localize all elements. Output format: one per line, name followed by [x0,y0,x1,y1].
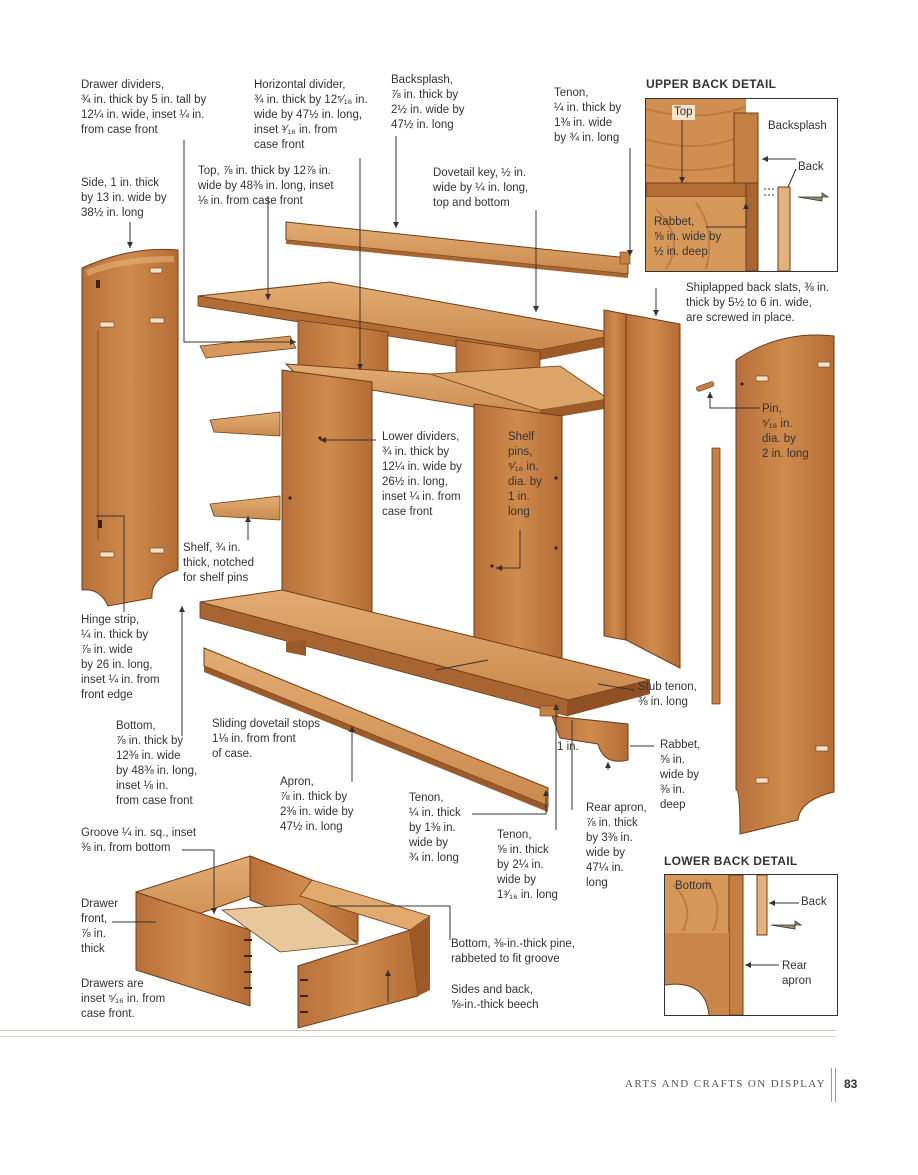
label-top: Top, ⅞ in. thick by 12⅞ in. wide by 48⅜ in. long, inset ⅛ in. from case front [198,165,334,207]
label-tenon-top: Tenon, ¼ in. thick by 1⅜ in. wide by ¾ in. long [554,87,622,144]
label-shelf-pins: Shelf pins, ⁵⁄₁₆ in. dia. by 1 in. long [508,431,542,518]
label-side: Side, 1 in. thick by 13 in. wide by 38½ in. long [81,177,167,219]
upper-detail-title: UPPER BACK DETAIL [646,77,777,91]
label-rear-apron: Rear apron, ⅞ in. thick by 3⅜ in. wide by 47¼ in. long [586,802,647,889]
lower-back-detail-panel [664,874,838,1016]
upper-back-detail-panel [645,98,838,272]
label-horizontal-divider: Horizontal divider, ¾ in. thick by 12⁵⁄₁₆ in. wide by 47½ in. long, inset ³⁄₁₆ in. from case front [254,79,368,151]
label-hinge-strip: Hinge strip, ¼ in. thick by ⅞ in. wide by 26 in. long, inset ¼ in. from front edge [81,614,160,701]
drawer-assembly [136,856,430,1028]
page-divider-bar [831,1068,832,1102]
lower-detail-title: LOWER BACK DETAIL [664,854,798,868]
back-slats [604,310,720,704]
label-shiplapped-slats: Shiplapped back slats, ⅜ in. thick by 5½ to 6 in. wide, are screwed in place. [686,282,830,324]
label-backsplash: Backsplash, ⅞ in. thick by 2½ in. wide by 47½ in. long [391,74,465,131]
left-shelves [210,412,280,520]
upper-detail-top: Top [674,106,693,118]
label-rabbet-right: Rabbet, ⅝ in. wide by ⅜ in. deep [660,739,701,811]
upper-detail-backsplash: Backsplash [768,120,827,132]
label-sliding-dovetail: Sliding dovetail stops 1⅛ in. from front of case. [212,718,321,760]
label-sides-back: Sides and back, ⅝-in.-thick beech [451,984,539,1011]
page-number: 83 [844,1077,858,1091]
label-dovetail-key: Dovetail key, ½ in. wide by ¼ in. long, top and bottom [433,167,529,209]
footer-rule [0,1030,836,1031]
label-groove: Groove ¼ in. sq., inset ⅜ in. from bottom [81,827,197,854]
backsplash-board [286,222,630,278]
label-drawer-bottom: Bottom, ⅜-in.-thick pine, rabbeted to fit groove [451,938,575,965]
lower-detail-bottom: Bottom [675,880,712,892]
label-apron: Apron, ⅞ in. thick by 2⅜ in. wide by 47½ in. long [280,776,354,833]
running-head: ARTS AND CRAFTS ON DISPLAY [625,1078,826,1090]
pin [696,381,715,392]
label-pin: Pin, ⁵⁄₁₆ in. dia. by 2 in. long [762,403,809,460]
upper-detail-rabbet: Rabbet, ⅝ in. wide by ½ in. deep [654,216,722,258]
label-lower-dividers: Lower dividers, ¾ in. thick by 12¼ in. wide by 26½ in. long, inset ¼ in. from case front [382,431,462,518]
left-side-panel [82,249,178,606]
label-shelf: Shelf, ¾ in. thick, notched for shelf pins [183,542,254,584]
lower-detail-back: Back [801,896,827,908]
upper-detail-back: Back [798,161,824,173]
label-drawer-dividers: Drawer dividers, ¾ in. thick by 5 in. tall by 12¼ in. wide, inset ¼ in. from case front [81,79,207,136]
page-divider-bar-secondary [835,1068,836,1102]
label-tenon-apron: Tenon, ¼ in. thick by 1⅜ in. wide by ¾ in. long [409,792,461,864]
lower-detail-rear-apron: Rear apron [782,960,812,987]
label-stub-tenon: Stub tenon, ⅜ in. long [638,681,697,708]
label-bottom: Bottom, ⅞ in. thick by 12⅜ in. wide by 48⅜ in. long, inset ⅛ in. from case front [116,720,198,807]
label-one-inch: 1 in. [557,741,579,753]
rear-apron [540,706,628,761]
label-drawer-front: Drawer front, ⅞ in. thick [81,898,119,955]
footer-rule-secondary [0,1036,836,1037]
label-drawers-inset: Drawers are inset ⁵⁄₁₆ in. from case front. [81,978,166,1020]
label-tenon-rear: Tenon, ⅝ in. thick by 2¼ in. wide by 1³⁄₁₆ in. long [497,829,558,901]
